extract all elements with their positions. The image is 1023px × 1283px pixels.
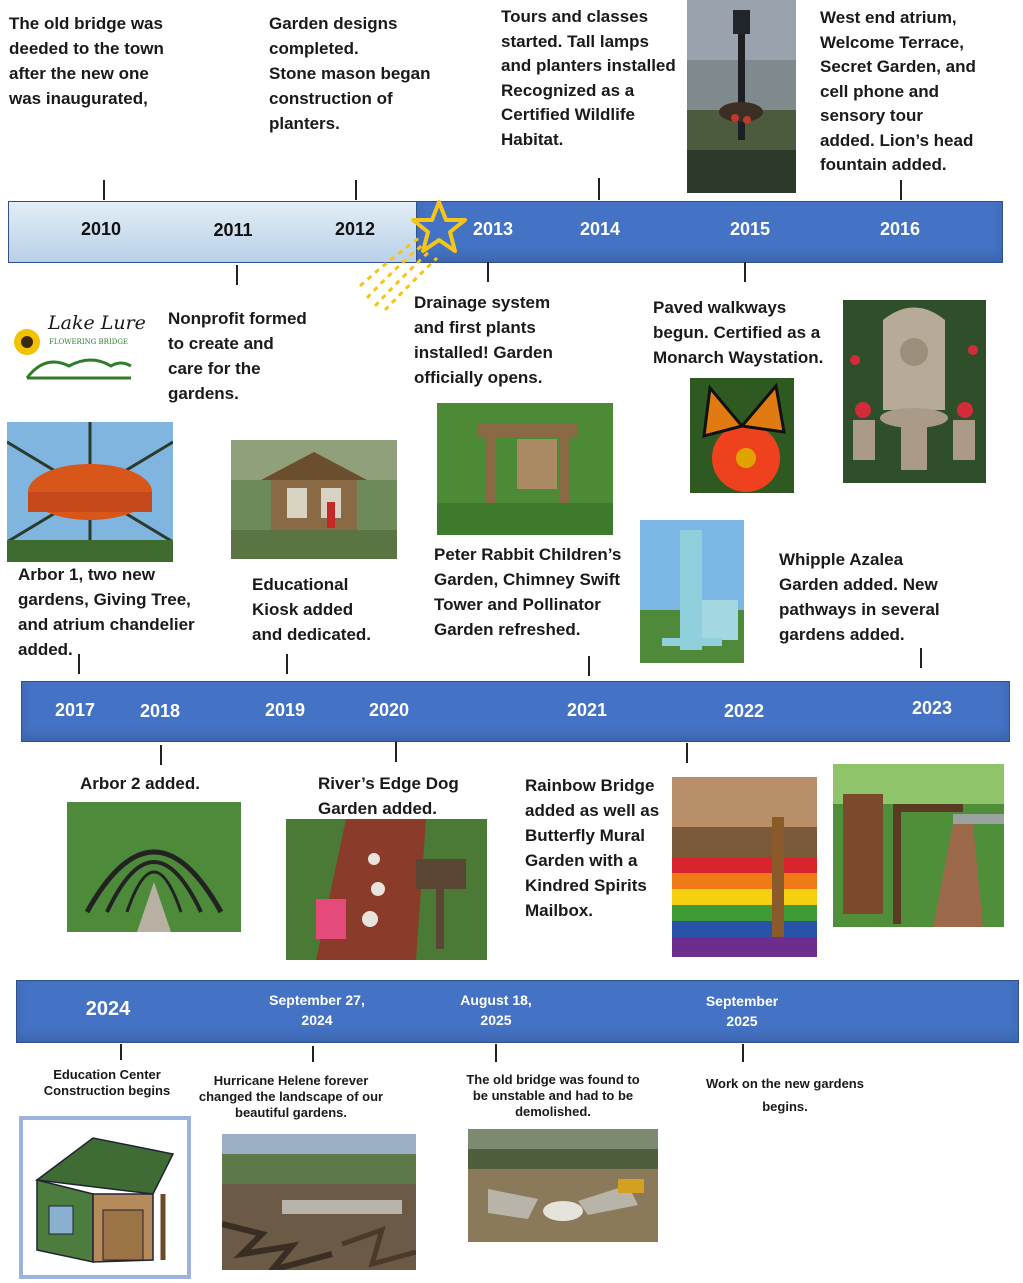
monarch-butterfly-photo [690, 378, 794, 493]
year-2014: 2014 [579, 219, 621, 239]
bridge-demolition-photo [468, 1129, 658, 1242]
event-2018: Arbor 2 added. [80, 774, 200, 793]
event-bridge-demolished: The old bridge was found to be unstable and had to be demolished. [466, 1072, 640, 1119]
year-2022: 2022 [723, 701, 765, 721]
event-2017: Arbor 1, two new gardens, Giving Tree, and atrium chandelier added. [18, 565, 195, 659]
event-2019: Educational Kiosk added and dedicated. [252, 575, 372, 644]
event-new-gardens: Work on the new gardens begins. [706, 1076, 864, 1114]
tick-2024 [120, 1044, 122, 1060]
event-2010: The old bridge was deeded to the town after the new one was inaugurated, [9, 14, 164, 108]
tick-sep-27-2024 [312, 1046, 314, 1062]
event-2021: Peter Rabbit Children’s Garden, Chimney Swift Tower and Pollinator Garden refreshed. [434, 545, 622, 639]
date-sep-27-2024: September 27, 2024 [269, 992, 365, 1028]
tick-2012 [355, 180, 357, 200]
tick-2022 [686, 743, 688, 763]
lion-fountain-photo [843, 300, 986, 483]
date-2024: 2024 [85, 998, 131, 1020]
year-2020: 2020 [368, 700, 410, 720]
date-sep-2025: September 2025 [705, 993, 779, 1029]
event-2023: Whipple Azalea Garden added. New pathways in several gardens added. [779, 550, 940, 644]
education-center-drawing [19, 1116, 191, 1279]
year-2012: 2012 [334, 219, 376, 239]
year-2019: 2019 [264, 700, 306, 720]
year-2021: 2021 [566, 700, 608, 720]
event-2012: Garden designs completed. Stone mason began construction of planters. [269, 14, 431, 133]
tick-2013 [487, 262, 489, 282]
event-hurricane-helene: Hurricane Helene forever changed the landscape of our beautiful gardens. [198, 1073, 384, 1120]
year-2010: 2010 [80, 219, 122, 239]
year-2015: 2015 [729, 219, 771, 239]
chimney-swift-tower-photo [640, 520, 744, 663]
tick-2021 [588, 656, 590, 676]
tick-aug-18-2025 [495, 1044, 497, 1062]
tick-2020 [395, 742, 397, 762]
year-2018: 2018 [139, 701, 181, 721]
event-2020: River’s Edge Dog Garden added. [318, 774, 459, 818]
tick-2016 [900, 180, 902, 200]
logo-subtitle: FLOWERING BRIDGE [49, 338, 129, 346]
year-2023: 2023 [911, 698, 953, 718]
tick-2018 [160, 745, 162, 765]
tick-2014 [598, 178, 600, 200]
event-2013: Drainage system and first plants installed! Garden officially opens. [414, 293, 553, 387]
event-education-center: Education Center Construction begins [43, 1067, 171, 1098]
tick-2017 [78, 654, 80, 674]
arbor-2-photo [67, 802, 241, 932]
date-aug-18-2025: August 18, 2025 [460, 992, 532, 1028]
tick-sep-2025 [742, 1044, 744, 1062]
educational-kiosk-photo [231, 440, 397, 559]
year-2011: 2011 [213, 220, 253, 240]
year-2013: 2013 [472, 219, 514, 239]
event-2011: Nonprofit formed to create and care for the gardens. [168, 309, 307, 403]
tick-2023 [920, 648, 922, 668]
event-2016: West end atrium, Welcome Terrace, Secret Garden, and cell phone and sensory tour added. Lion’s head fountain added. [820, 8, 976, 174]
sunflower-icon [14, 329, 40, 355]
year-2016: 2016 [879, 219, 921, 239]
whipple-azalea-garden-photo [833, 764, 1004, 927]
event-2014: Tours and classes started. Tall lamps and planters installed Recognized as a Certified Wildlife Habitat. [501, 7, 676, 149]
peter-rabbit-garden-photo [437, 403, 613, 535]
year-2017: 2017 [54, 700, 96, 720]
lake-lure-logo [5, 310, 146, 380]
dog-garden-photo [286, 819, 487, 960]
event-2022: Rainbow Bridge added as well as Butterfly Mural Garden with a Kindred Spirits Mailbox. [525, 776, 660, 920]
logo-title: Lake Lure [48, 312, 146, 334]
atrium-chandelier-photo [7, 422, 173, 562]
rainbow-bridge-photo [672, 777, 817, 957]
tick-2010 [103, 180, 105, 200]
event-2015: Paved walkways begun. Certified as a Monarch Waystation. [653, 298, 824, 367]
lamp-post-photo [687, 0, 796, 193]
tick-2015 [744, 262, 746, 282]
hurricane-helene-photo [222, 1134, 416, 1270]
tick-2019 [286, 654, 288, 674]
tick-2011 [236, 265, 238, 285]
